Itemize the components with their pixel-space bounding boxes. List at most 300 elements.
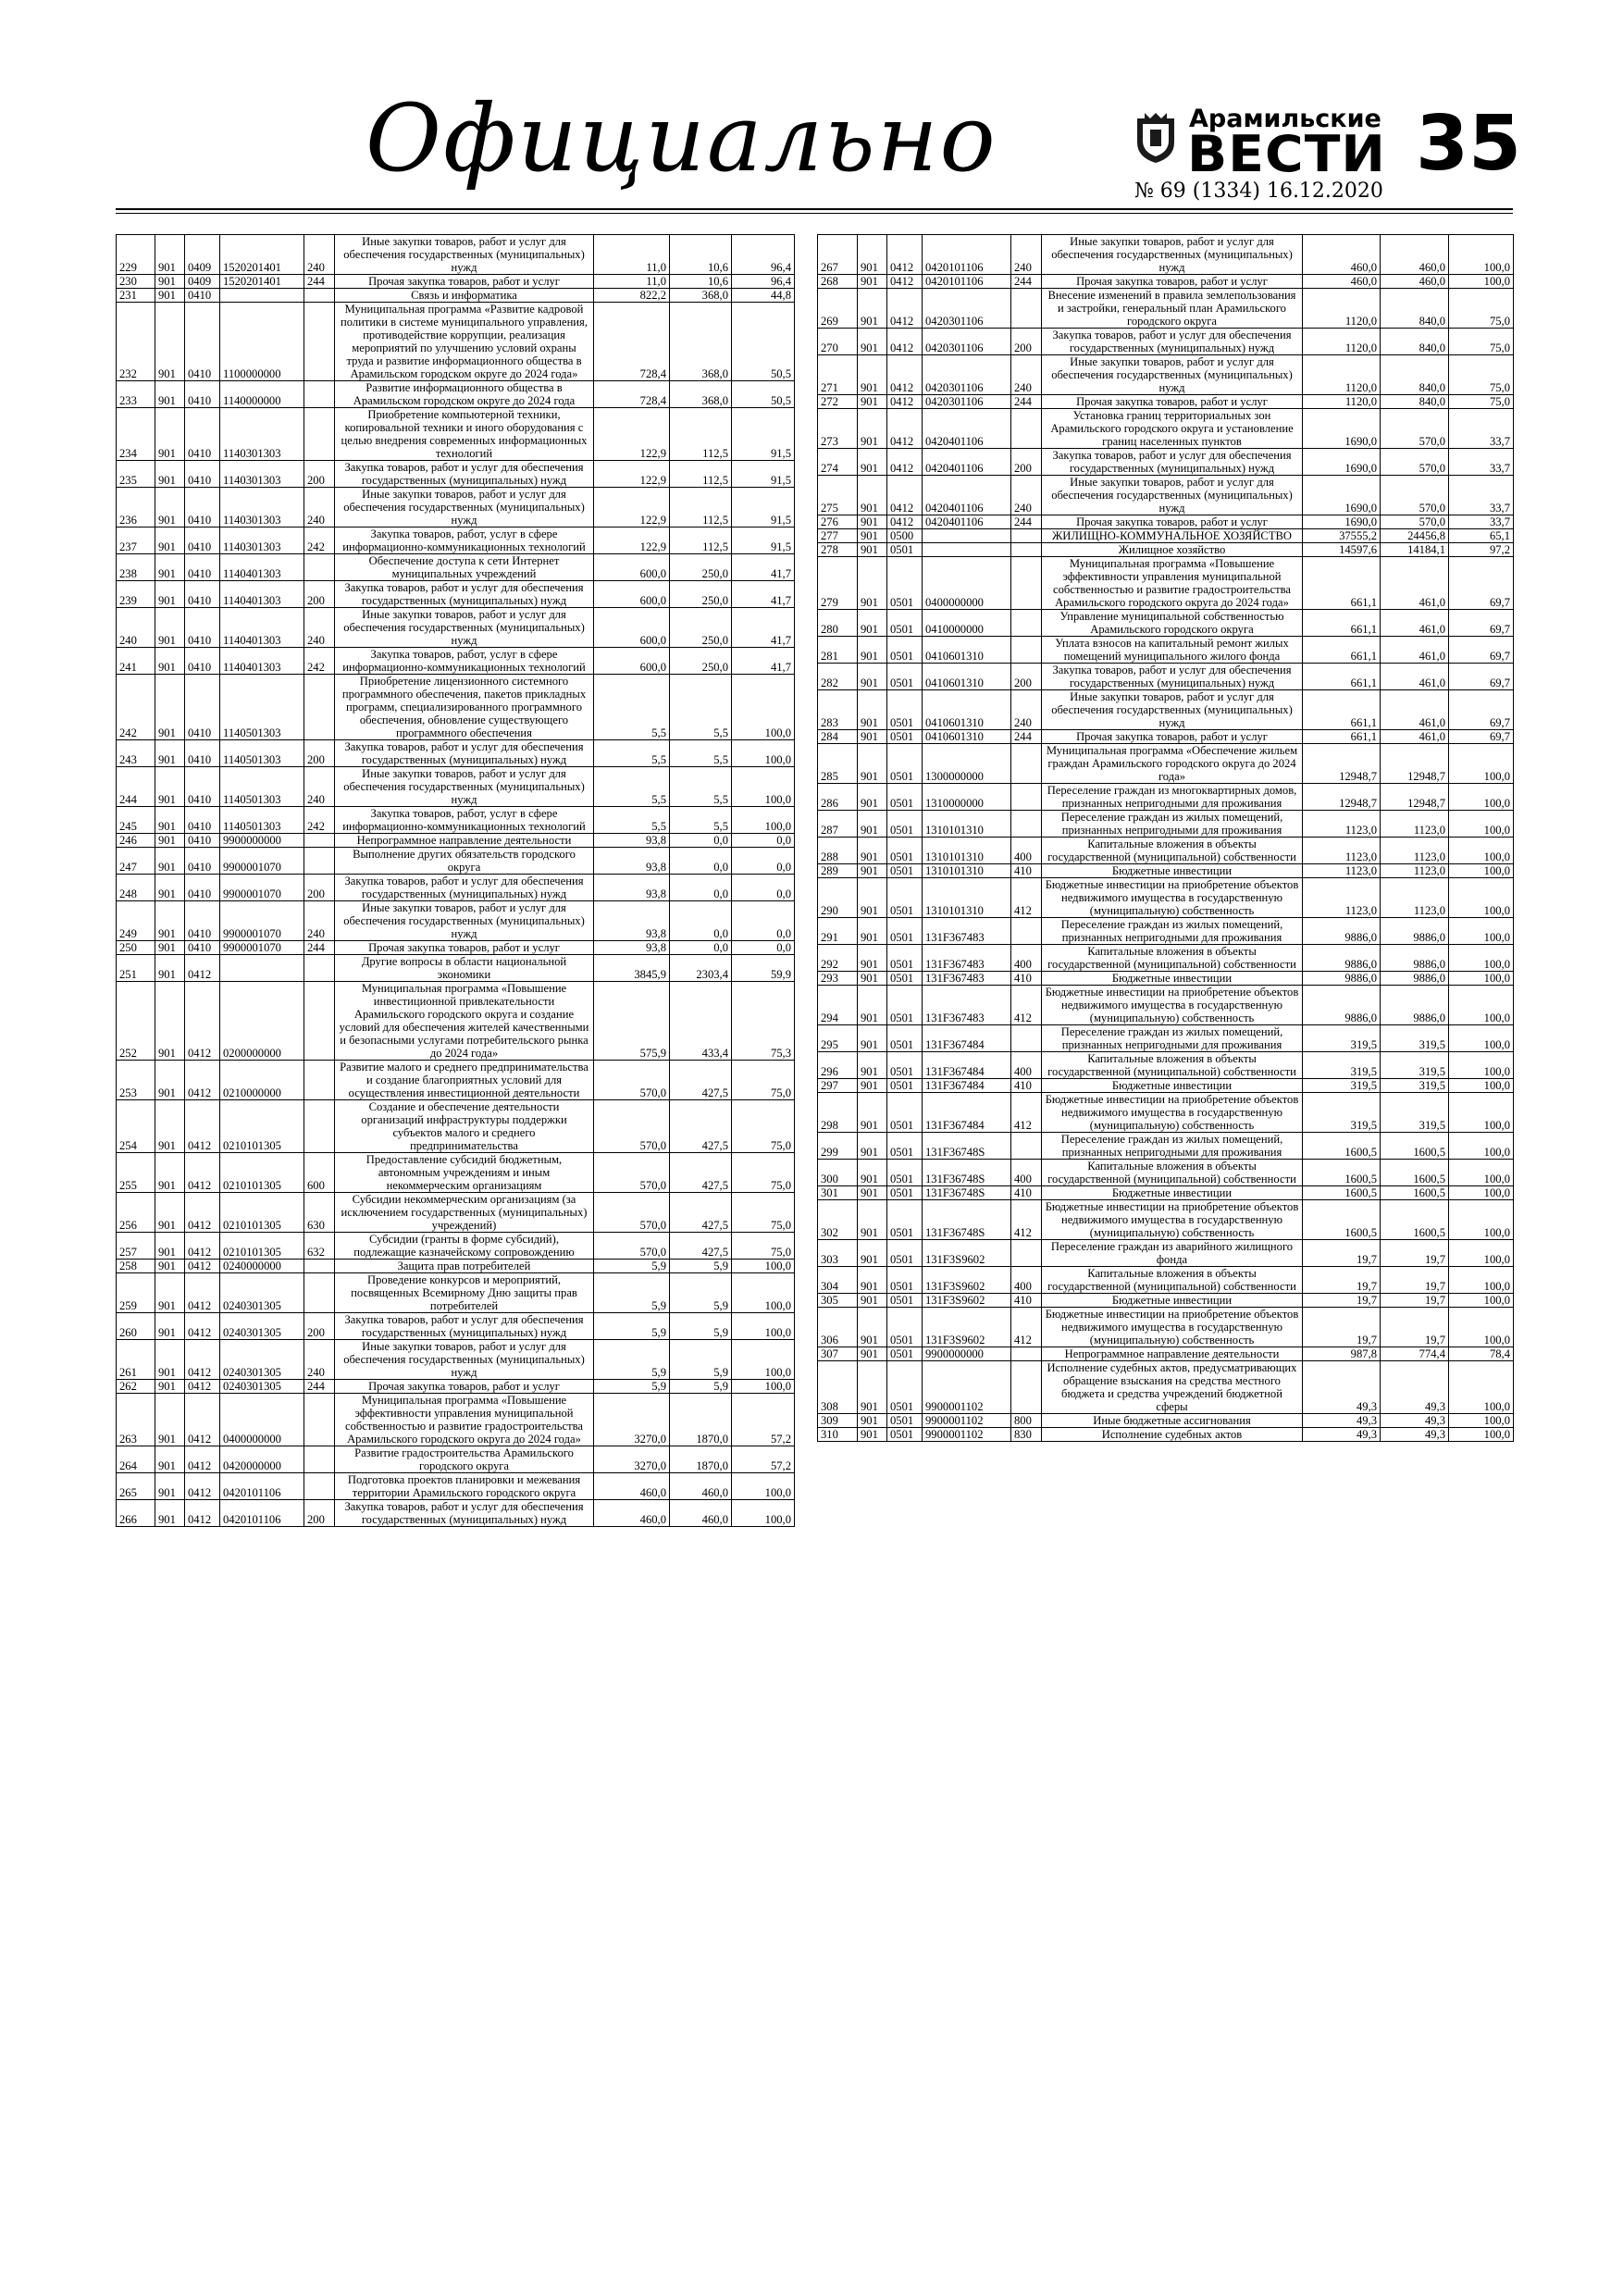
planned-amount: 319,5 [1303,1025,1381,1052]
row-number: 306 [818,1308,858,1347]
expense-type-code: 400 [1011,838,1042,864]
section-code: 0501 [887,945,923,972]
section-code: 0501 [887,1025,923,1052]
executed-amount: 570,0 [1381,476,1449,515]
row-number: 244 [117,767,155,807]
target-code: 0400000000 [220,1394,304,1446]
dept-code: 901 [858,690,887,730]
executed-amount: 1123,0 [1381,878,1449,918]
executed-amount: 9886,0 [1381,945,1449,972]
section-code: 0412 [185,1313,220,1340]
target-code: 0210101305 [220,1233,304,1260]
item-name: Прочая закупка товаров, работ и услуг [335,941,594,955]
planned-amount: 1123,0 [1303,864,1381,878]
dept-code: 901 [858,409,887,449]
planned-amount: 1690,0 [1303,449,1381,476]
execution-percent: 75,0 [732,1153,795,1193]
row-number: 242 [117,675,155,740]
item-name: Исполнение судебных актов [1042,1428,1303,1442]
expense-type-code: 830 [1011,1428,1042,1442]
table-row [818,235,1514,275]
dept-code: 901 [155,982,185,1061]
planned-amount: 822,2 [594,289,670,303]
dept-code: 901 [155,955,185,982]
dept-code: 901 [155,275,185,289]
planned-amount: 1120,0 [1303,289,1381,329]
section-code: 0412 [185,1473,220,1500]
executed-amount: 0,0 [670,834,732,848]
executed-amount: 2303,4 [670,955,732,982]
dept-code: 901 [155,767,185,807]
expense-type-code [304,1260,335,1273]
dept-code: 901 [155,1340,185,1380]
section-code: 0412 [887,235,923,275]
section-code: 0410 [185,408,220,461]
target-code: 0210101305 [220,1193,304,1233]
planned-amount: 460,0 [1303,275,1381,289]
row-number: 284 [818,730,858,744]
execution-percent: 100,0 [732,1340,795,1380]
row-number: 292 [818,945,858,972]
planned-amount: 93,8 [594,941,670,955]
target-code: 0240301305 [220,1313,304,1340]
item-name: Иные закупки товаров, работ и услуг для обеспечения государственных (муниципальных) нужд [335,1340,594,1380]
dept-code: 901 [858,838,887,864]
section-code: 0501 [887,637,923,664]
row-number: 268 [818,275,858,289]
section-code: 0501 [887,1133,923,1160]
table-row [117,901,795,941]
dept-code: 901 [155,554,185,581]
section-code: 0501 [887,1200,923,1240]
target-code: 0410601310 [923,664,1011,690]
execution-percent: 91,5 [732,527,795,554]
planned-amount: 5,5 [594,675,670,740]
expense-type-code [304,848,335,875]
table-row [117,1153,795,1193]
execution-percent: 0,0 [732,834,795,848]
expense-type-code [304,1273,335,1313]
execution-percent: 100,0 [1449,1294,1514,1308]
target-code [923,543,1011,557]
target-code: 0410000000 [923,610,1011,637]
executed-amount: 319,5 [1381,1025,1449,1052]
target-code: 9900001102 [923,1428,1011,1442]
row-number: 305 [818,1294,858,1308]
page-number: 35 [1416,100,1522,188]
execution-percent: 100,0 [1449,972,1514,986]
expense-type-code [1011,1240,1042,1267]
execution-percent: 100,0 [732,1273,795,1313]
target-code: 0210101305 [220,1100,304,1153]
dept-code: 901 [155,1380,185,1394]
execution-percent: 100,0 [1449,1160,1514,1186]
executed-amount: 112,5 [670,527,732,554]
execution-percent: 41,7 [732,608,795,648]
target-code: 0420401106 [923,409,1011,449]
row-number: 271 [818,355,858,395]
dept-code: 901 [155,848,185,875]
expense-type-code: 242 [304,807,335,834]
execution-percent: 75,0 [732,1233,795,1260]
execution-percent: 100,0 [1449,235,1514,275]
executed-amount: 0,0 [670,848,732,875]
target-code: 0200000000 [220,982,304,1061]
table-row [818,784,1514,811]
execution-percent: 96,4 [732,275,795,289]
planned-amount: 5,9 [594,1380,670,1394]
row-number: 298 [818,1093,858,1133]
item-name: Связь и информатика [335,289,594,303]
section-code: 0501 [887,811,923,838]
target-code: 0210101305 [220,1153,304,1193]
executed-amount: 14184,1 [1381,543,1449,557]
section-code: 0412 [185,1260,220,1273]
target-code: 0420301106 [923,289,1011,329]
section-code: 0412 [185,1446,220,1473]
target-code [923,529,1011,543]
table-row [117,1446,795,1473]
execution-percent: 100,0 [732,1500,795,1527]
dept-code: 901 [155,1313,185,1340]
expense-type-code [304,408,335,461]
item-name: Развитие информационного общества в Арамильском городском округе до 2024 года [335,381,594,408]
section-code: 0410 [185,901,220,941]
expense-type-code: 200 [304,1500,335,1527]
row-number: 248 [117,875,155,901]
dept-code: 901 [858,1428,887,1442]
expense-type-code: 412 [1011,1308,1042,1347]
section-code: 0410 [185,648,220,675]
table-row [117,767,795,807]
executed-amount: 250,0 [670,648,732,675]
row-number: 233 [117,381,155,408]
section-code: 0409 [185,235,220,275]
table-row [818,529,1514,543]
target-code: 131F367484 [923,1079,1011,1093]
section-code: 0410 [185,527,220,554]
executed-amount: 49,3 [1381,1414,1449,1428]
item-name: Закупка товаров, работ и услуг для обеспечения государственных (муниципальных) нужд [335,740,594,767]
dept-code: 901 [858,449,887,476]
section-title: Официально [365,84,997,192]
item-name: Прочая закупка товаров, работ и услуг [1042,515,1303,529]
execution-percent: 100,0 [732,807,795,834]
item-name: Иные закупки товаров, работ и услуг для обеспечения государственных (муниципальных) нужд [335,901,594,941]
expense-type-code: 400 [1011,1052,1042,1079]
expense-type-code: 600 [304,1153,335,1193]
expense-type-code [1011,1133,1042,1160]
item-name: Непрограммное направление деятельности [1042,1347,1303,1361]
dept-code: 901 [155,1260,185,1273]
executed-amount: 840,0 [1381,355,1449,395]
row-number: 309 [818,1414,858,1428]
dept-code: 901 [155,675,185,740]
item-name: Прочая закупка товаров, работ и услуг [335,1380,594,1394]
executed-amount: 460,0 [1381,275,1449,289]
section-code: 0412 [185,955,220,982]
item-name: Бюджетные инвестиции на приобретение объектов недвижимого имущества в государственную (муниципальную) собственность [1042,1093,1303,1133]
item-name: Муниципальная программа «Повышение эффективности управления муниципальной собственностью и развитие градостроительства Арамильского городского округа до 2024 года» [335,1394,594,1446]
section-code: 0501 [887,784,923,811]
executed-amount: 319,5 [1381,1079,1449,1093]
table-row [818,1361,1514,1414]
target-code: 0400000000 [923,557,1011,610]
row-number: 243 [117,740,155,767]
target-code: 0410601310 [923,690,1011,730]
planned-amount: 600,0 [594,608,670,648]
executed-amount: 1123,0 [1381,864,1449,878]
section-code: 0410 [185,461,220,488]
dept-code: 901 [858,543,887,557]
planned-amount: 661,1 [1303,730,1381,744]
target-code: 131F36748S [923,1186,1011,1200]
table-row [818,515,1514,529]
target-code: 0420101106 [923,275,1011,289]
row-number: 297 [818,1079,858,1093]
table-row [117,461,795,488]
row-number: 307 [818,1347,858,1361]
expense-type-code: 240 [304,1340,335,1380]
item-name: Переселение граждан из жилых помещений, признанных непригодными для проживания [1042,1025,1303,1052]
target-code: 131F36748S [923,1200,1011,1240]
row-number: 283 [818,690,858,730]
section-code: 0501 [887,610,923,637]
table-row [818,1079,1514,1093]
dept-code: 901 [155,740,185,767]
executed-amount: 319,5 [1381,1093,1449,1133]
table-row [117,834,795,848]
right-column [817,234,1514,1442]
item-name: Капитальные вложения в объекты государственной (муниципальной) собственности [1042,838,1303,864]
planned-amount: 122,9 [594,408,670,461]
expense-type-code: 410 [1011,864,1042,878]
dept-code: 901 [155,648,185,675]
target-code: 0410601310 [923,637,1011,664]
item-name: Иные бюджетные ассигнования [1042,1414,1303,1428]
executed-amount: 570,0 [1381,409,1449,449]
target-code: 1300000000 [923,744,1011,784]
expense-type-code: 200 [304,1313,335,1340]
section-code: 0501 [887,1093,923,1133]
dept-code: 901 [858,1414,887,1428]
planned-amount: 9886,0 [1303,972,1381,986]
dept-code: 901 [858,1267,887,1294]
item-name: Создание и обеспечение деятельности организаций инфраструктуры поддержки субъектов малого и среднего предпринимательства [335,1100,594,1153]
execution-percent: 75,0 [732,1100,795,1153]
item-name: Закупка товаров, работ и услуг для обеспечения государственных (муниципальных) нужд [335,581,594,608]
row-number: 291 [818,918,858,945]
table-row [818,1347,1514,1361]
expense-type-code: 244 [1011,730,1042,744]
item-name: Иные закупки товаров, работ и услуг для обеспечения государственных (муниципальных) нужд [335,608,594,648]
target-code: 1140501303 [220,767,304,807]
dept-code: 901 [155,408,185,461]
table-row [818,637,1514,664]
row-number: 257 [117,1233,155,1260]
executed-amount: 49,3 [1381,1428,1449,1442]
execution-percent: 97,2 [1449,543,1514,557]
target-code: 0240301305 [220,1380,304,1394]
target-code: 1310101310 [923,878,1011,918]
expense-type-code: 200 [304,740,335,767]
executed-amount: 1870,0 [670,1446,732,1473]
executed-amount: 5,5 [670,740,732,767]
planned-amount: 1600,5 [1303,1186,1381,1200]
planned-amount: 319,5 [1303,1052,1381,1079]
item-name: Развитие градостроительства Арамильского городского округа [335,1446,594,1473]
target-code: 0240000000 [220,1260,304,1273]
row-number: 247 [117,848,155,875]
item-name: Иные закупки товаров, работ и услуг для обеспечения государственных (муниципальных) нужд [1042,355,1303,395]
row-number: 289 [818,864,858,878]
target-code: 1140401303 [220,608,304,648]
target-code: 1140000000 [220,381,304,408]
execution-percent: 75,0 [1449,329,1514,355]
item-name: Установка границ территориальных зон Арамильского городского округа и установление границ населенных пунктов [1042,409,1303,449]
executed-amount: 570,0 [1381,449,1449,476]
expense-type-code [304,1061,335,1100]
executed-amount: 840,0 [1381,329,1449,355]
planned-amount: 93,8 [594,834,670,848]
table-row [818,476,1514,515]
target-code: 1100000000 [220,303,304,381]
budget-table-right [817,234,1514,1442]
table-row [818,1186,1514,1200]
section-code: 0412 [185,1061,220,1100]
target-code: 131F36748S [923,1133,1011,1160]
dept-code: 901 [858,275,887,289]
table-row [818,1294,1514,1308]
dept-code: 901 [155,1233,185,1260]
item-name: ЖИЛИЩНО-КОММУНАЛЬНОЕ ХОЗЯЙСТВО [1042,529,1303,543]
execution-percent: 59,9 [732,955,795,982]
item-name: Бюджетные инвестиции на приобретение объектов недвижимого имущества в государственную (муниципальную) собственность [1042,1200,1303,1240]
dept-code: 901 [155,941,185,955]
row-number: 258 [117,1260,155,1273]
target-code: 0420301106 [923,329,1011,355]
expense-type-code: 200 [304,581,335,608]
item-name: Закупка товаров, работ и услуг для обеспечения государственных (муниципальных) нужд [335,1313,594,1340]
dept-code: 901 [155,289,185,303]
execution-percent: 96,4 [732,235,795,275]
section-code: 0410 [185,740,220,767]
item-name: Муниципальная программа «Повышение инвестиционной привлекательности Арамильского городского округа и создание условий для обеспечения жителей качественными и безопасными услугами потребительского рынка до 2024 года» [335,982,594,1061]
target-code: 1520201401 [220,235,304,275]
target-code: 9900000000 [923,1347,1011,1361]
row-number: 278 [818,543,858,557]
table-row [818,449,1514,476]
target-code: 9900001070 [220,875,304,901]
target-code: 9900001070 [220,901,304,941]
execution-percent: 100,0 [1449,811,1514,838]
table-row [117,1061,795,1100]
executed-amount: 461,0 [1381,637,1449,664]
execution-percent: 100,0 [732,767,795,807]
row-number: 266 [117,1500,155,1527]
target-code: 1140301303 [220,527,304,554]
item-name: Бюджетные инвестиции на приобретение объектов недвижимого имущества в государственную (муниципальную) собственность [1042,878,1303,918]
row-number: 229 [117,235,155,275]
dept-code: 901 [858,1240,887,1267]
table-row [818,986,1514,1025]
planned-amount: 19,7 [1303,1308,1381,1347]
dept-code: 901 [858,1308,887,1347]
execution-percent: 41,7 [732,581,795,608]
row-number: 234 [117,408,155,461]
dept-code: 901 [155,1100,185,1153]
execution-percent: 69,7 [1449,664,1514,690]
dept-code: 901 [155,1273,185,1313]
item-name: Иные закупки товаров, работ и услуг для обеспечения государственных (муниципальных) нужд [335,235,594,275]
execution-percent: 33,7 [1449,515,1514,529]
executed-amount: 5,9 [670,1273,732,1313]
executed-amount: 5,5 [670,675,732,740]
item-name: Закупка товаров, работ, услуг в сфере информационно-коммуникационных технологий [335,527,594,554]
dept-code: 901 [858,784,887,811]
execution-percent: 0,0 [732,901,795,941]
table-row [818,664,1514,690]
expense-type-code: 240 [1011,476,1042,515]
table-row [818,690,1514,730]
dept-code: 901 [155,381,185,408]
expense-type-code: 412 [1011,878,1042,918]
table-row [818,395,1514,409]
section-code: 0501 [887,878,923,918]
expense-type-code: 200 [1011,329,1042,355]
executed-amount: 5,5 [670,807,732,834]
item-name: Развитие малого и среднего предпринимательства и создание благоприятных условий для осуществления инвестиционной деятельности [335,1061,594,1100]
dept-code: 901 [858,1052,887,1079]
expense-type-code: 400 [1011,945,1042,972]
table-row [117,807,795,834]
target-code: 1140301303 [220,408,304,461]
executed-amount: 1870,0 [670,1394,732,1446]
expense-type-code [1011,409,1042,449]
expense-type-code [304,381,335,408]
executed-amount: 460,0 [1381,235,1449,275]
execution-percent: 33,7 [1449,449,1514,476]
execution-percent: 57,2 [732,1394,795,1446]
planned-amount: 37555,2 [1303,529,1381,543]
planned-amount: 5,5 [594,740,670,767]
item-name: Капитальные вложения в объекты государственной (муниципальной) собственности [1042,1267,1303,1294]
item-name: Закупка товаров, работ, услуг в сфере информационно-коммуникационных технологий [335,648,594,675]
dept-code: 901 [858,329,887,355]
executed-amount: 19,7 [1381,1240,1449,1267]
item-name: Субсидии некоммерческим организациям (за исключением государственных (муниципальных) учреждений) [335,1193,594,1233]
table-row [117,581,795,608]
row-number: 232 [117,303,155,381]
planned-amount: 11,0 [594,235,670,275]
item-name: Бюджетные инвестиции [1042,1079,1303,1093]
expense-type-code: 240 [304,608,335,648]
section-code: 0501 [887,744,923,784]
expense-type-code: 410 [1011,1186,1042,1200]
table-row [117,1233,795,1260]
row-number: 231 [117,289,155,303]
dept-code: 901 [858,529,887,543]
execution-percent: 0,0 [732,848,795,875]
item-name: Переселение граждан из жилых помещений, признанных непригодными для проживания [1042,918,1303,945]
item-name: Непрограммное направление деятельности [335,834,594,848]
executed-amount: 1123,0 [1381,838,1449,864]
item-name: Переселение граждан из аварийного жилищного фонда [1042,1240,1303,1267]
target-code: 1140301303 [220,461,304,488]
row-number: 279 [818,557,858,610]
table-row [117,381,795,408]
target-code: 1140501303 [220,807,304,834]
